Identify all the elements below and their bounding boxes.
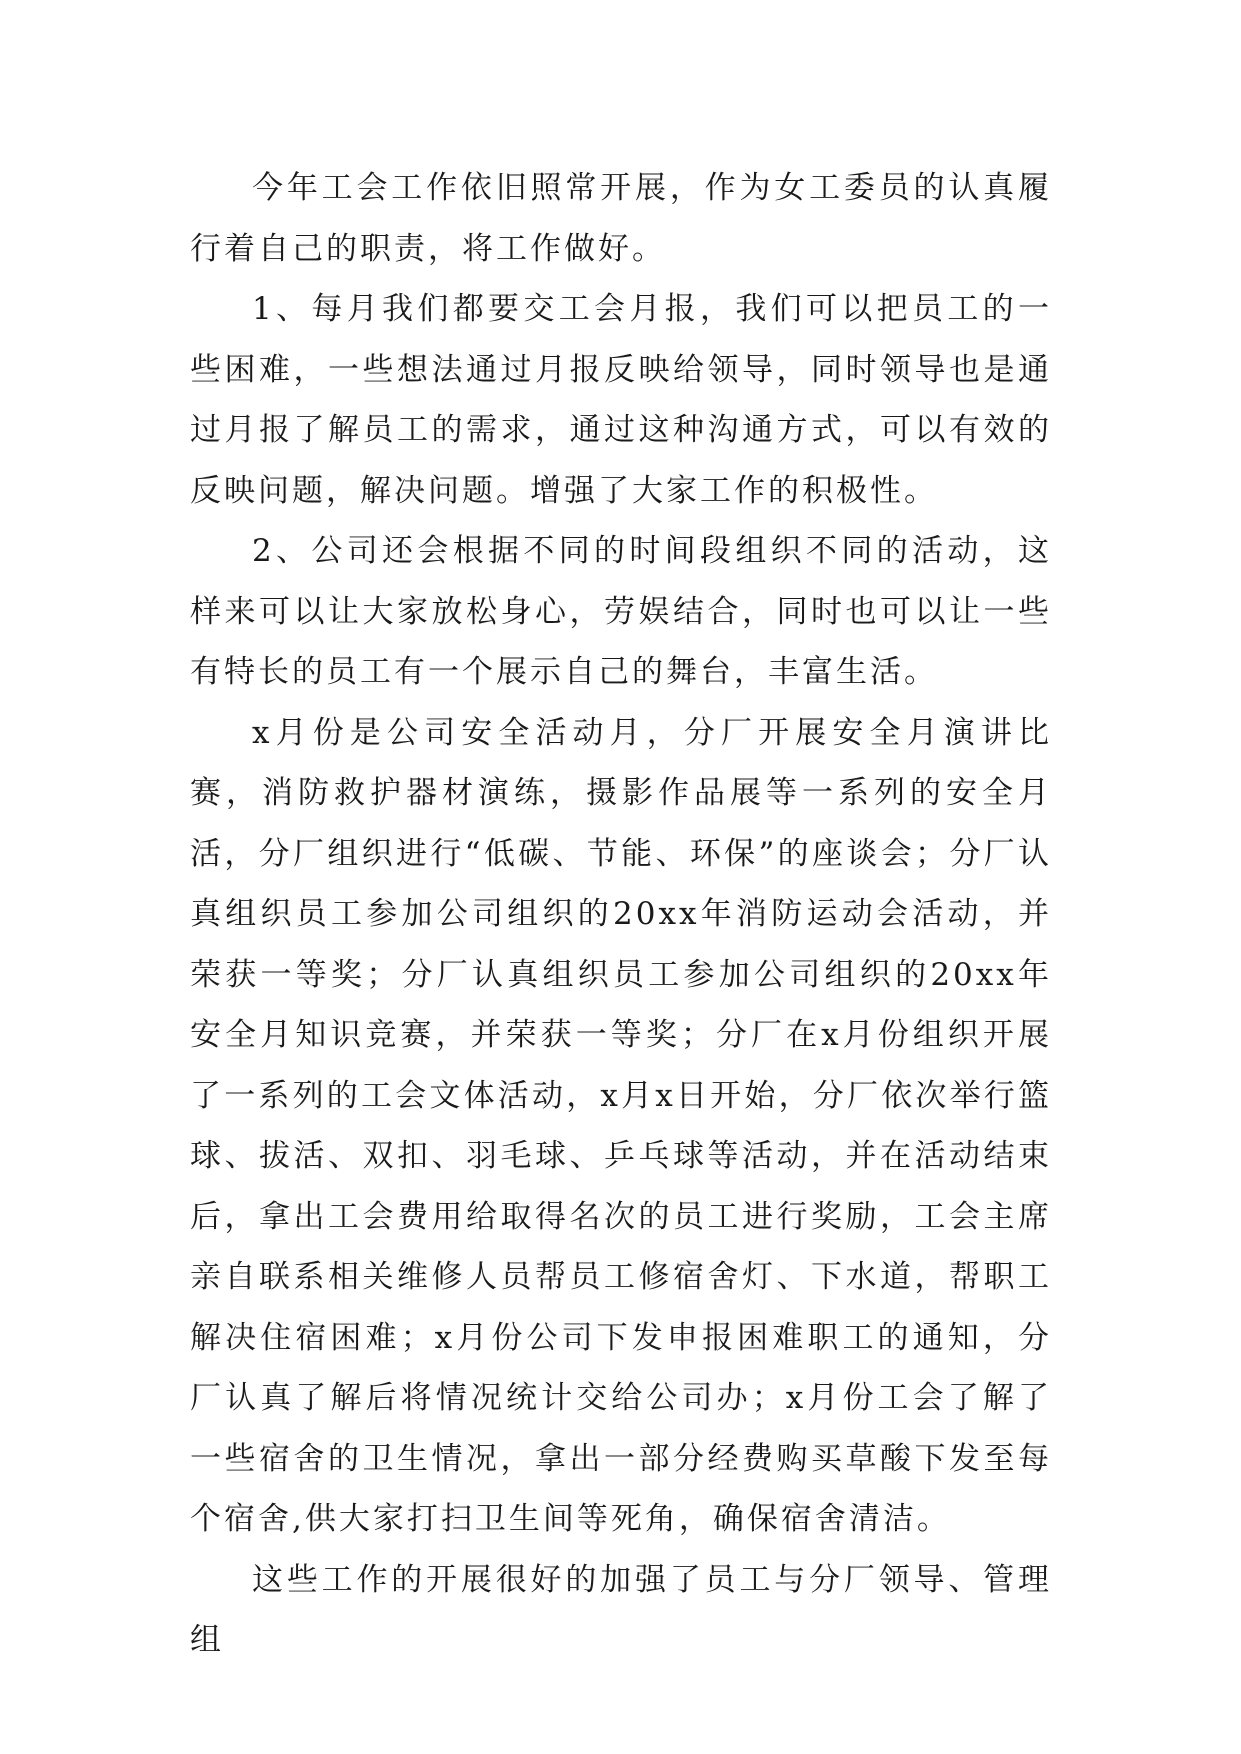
paragraph-intro: 今年工会工作依旧照常开展，作为女工委员的认真履行着自己的职责，将工作做好。 (190, 170, 1052, 267)
document-body (190, 158, 1052, 1671)
paragraph-conclusion: 这些工作的开展很好的加强了员工与分厂领导、管理组 (190, 1561, 1052, 1658)
paragraph-item-1: 1、每月我们都要交工会月报，我们可以把员工的一些困难，一些想法通过月报反映给领导，同时领导也是通过月报了解员工的需求，通过这种沟通方式，可以有效的反映问题，解决问题。增强了大家工作的积极性。 (190, 291, 1052, 509)
paragraph-safety-month: x月份是公司安全活动月，分厂开展安全月演讲比赛，消防救护器材演练，摄影作品展等一系列的安全月活，分厂组织进行“低碳、节能、环保”的座谈会；分厂认真组织员工参加公司组织的20xx年消防运动会活动，并荣获一等奖；分厂认真组织员工参加公司组织的20xx年安全月知识竞赛，并荣获一等奖；分厂在x月份组织开展了一系列的工会文体活动，x月x日开始，分厂依次举行篮球、拔活、双扣、羽毛球、乒乓球等活动，并在活动结束后，拿出工会费用给取得名次的员工进行奖励，工会主席亲自联系相关维修人员帮员工修宿舍灯、下水道，帮职工解决住宿困难；x月份公司下发申报困难职工的通知，分厂认真了解后将情况统计交给公司办；x月份工会了解了一些宿舍的卫生情况，拿出一部分经费购买草酸下发至每个宿舍,供大家打扫卫生间等死角，确保宿舍清洁。 (190, 714, 1052, 1537)
paragraph-item-2: 2、公司还会根据不同的时间段组织不同的活动，这样来可以让大家放松身心，劳娱结合，同时也可以让一些有特长的员工有一个展示自己的舞台，丰富生活。 (190, 533, 1052, 690)
